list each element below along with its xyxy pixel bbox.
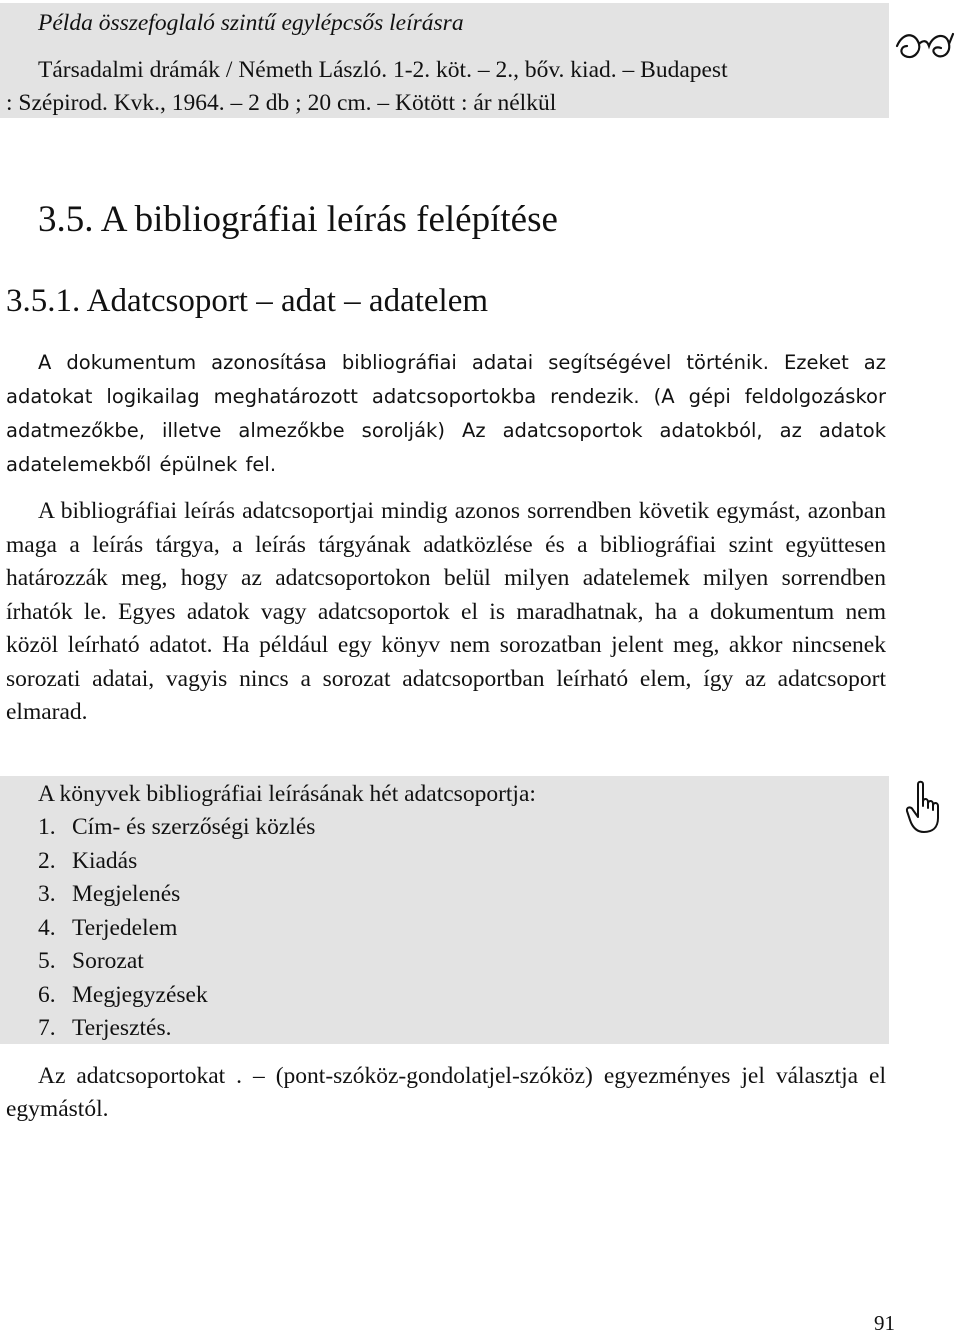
list-item [38,945,315,979]
list-item-number: 6. [38,981,56,1008]
list-item-number: 5. [38,948,56,974]
list-item [38,1012,315,1046]
data-groups-list [38,811,315,1046]
subsection-heading: 3.5.1. Adatcsoport – adat – adatelem [6,283,489,319]
list-item-label: Sorozat [72,948,144,974]
paragraph-description: A bibliográfiai leírás adatcsoportjai mindig azonos sorrendben követik egymást, azonban maga a leírás tárgya, a leírás tárgyának adatközlése és a bibliográfiai szint együttesen határozzák meg, hogy az adatcsoportokon belül milyen adatelemek milyen sorrendben írhatók le. Egyes adatok vagy adatcsoportok el is maradhatnak, ha a dokumentum nem közöl leírható adatot. Ha például egy könyv nem sorozatban jelent meg, akkor nincsenek sorozati adatai, vagyis nincs a sorozat adatcsoportban leírható elem, így az adatcsoport elmarad. [6,498,886,725]
glasses-icon [893,26,955,70]
list-item-number: 1. [38,814,56,840]
list-item-number: 4. [38,914,56,941]
list-item-label: Terjedelem [72,914,178,941]
list-item-number: 7. [38,1015,56,1041]
list-item [38,878,315,912]
list-item [38,811,315,845]
list-item [38,979,315,1013]
list-item-label: Terjesztés. [72,1015,172,1041]
list-item-label: Kiadás [72,847,138,874]
list-item-label: Megjegyzések [72,981,208,1008]
list-item-label: Megjelenés [72,881,181,907]
page-number: 91 [874,1311,895,1335]
example-line-2: : Szépirod. Kvk., 1964. – 2 db ; 20 cm. – Kötött : ár nélkül [6,90,557,116]
list-item [38,912,315,946]
list-item-number: 3. [38,881,56,907]
paragraph-separator: Az adatcsoportokat . – (pont-szóköz-gondolatjel-szóköz) egyezményes jel választja el egymástól. [6,1063,886,1122]
example-line-1: Társadalmi drámák / Németh László. 1-2. köt. – 2., bőv. kiad. – Budapest [38,57,728,83]
example-title: Példa összefoglaló szintű egylépcsős leírásra [38,10,464,36]
section-heading: 3.5. A bibliográfiai leírás felépítése [38,199,558,240]
data-groups-intro: A könyvek bibliográfiai leírásának hét adatcsoportja: [38,781,536,807]
list-item-number: 2. [38,847,56,874]
pointing-hand-icon [904,780,944,836]
list-item [38,845,315,879]
paragraph-intro: A dokumentum azonosítása bibliográfiai adatai segítségével történik. Ezeket az adatokat logikailag meghatározott adatcsoportokba rendezik. (A gépi feldolgozáskor adatmezőkbe, illetve almezőkbe sorolják) Az adatcsoportok adatokból, az adatok adatelemekből épülnek fel. [6,351,886,476]
list-item-label: Cím- és szerzőségi közlés [72,814,316,840]
